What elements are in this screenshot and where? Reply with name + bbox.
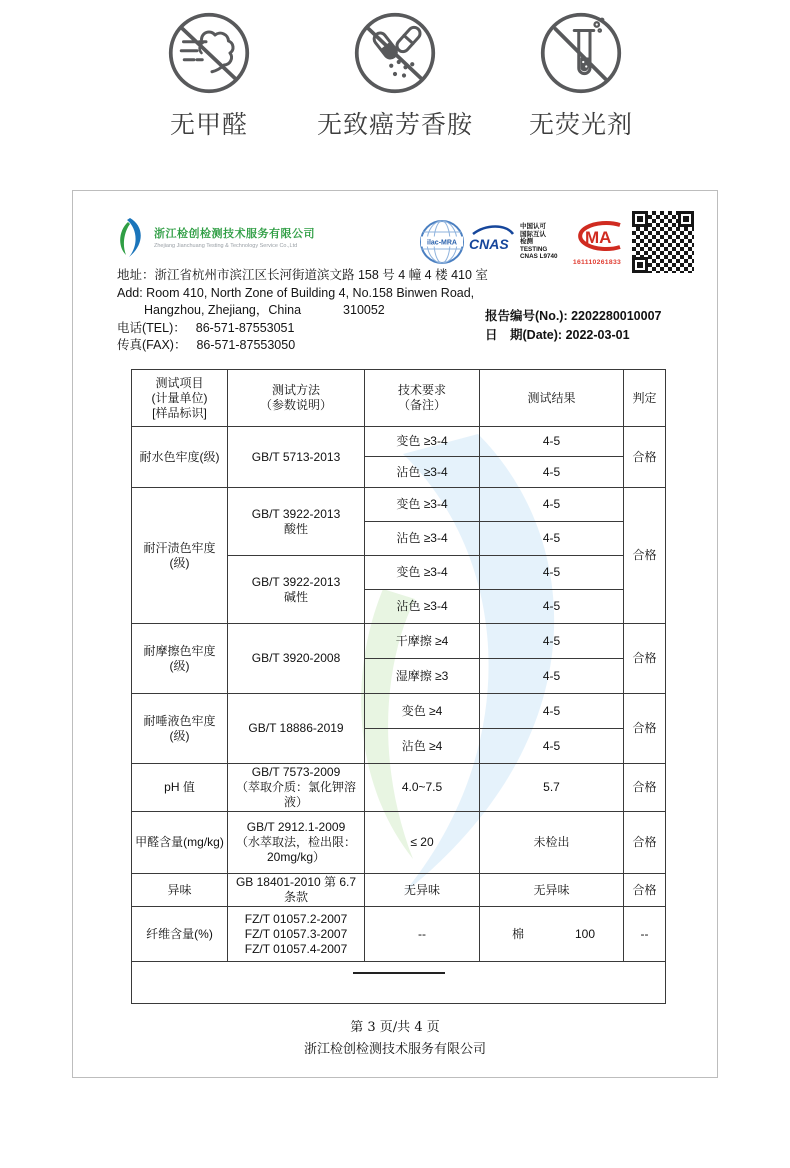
table-row bbox=[132, 427, 666, 457]
accredit-line: 检测 bbox=[520, 238, 533, 246]
cell-ph-item: pH 值 bbox=[132, 764, 228, 812]
cell-formaldehyde-item: 甲醛含量(mg/kg) bbox=[132, 812, 228, 874]
badge-label: 无致癌芳香胺 bbox=[316, 111, 473, 139]
fax-line bbox=[117, 337, 488, 355]
table-cell: 变色 ≥3-4 bbox=[365, 556, 480, 590]
table-cell: 无异味 bbox=[480, 874, 624, 907]
table-row bbox=[132, 624, 666, 659]
table-cell: 沾色 ≥3-4 bbox=[365, 590, 480, 624]
ilac-mra-seal bbox=[419, 219, 465, 265]
cnas-logo bbox=[468, 225, 516, 260]
cell-saliva-item: 耐唾液色牢度(级) bbox=[132, 694, 228, 764]
cell-ph-verdict: 合格 bbox=[624, 764, 666, 812]
table-cell: 沾色 ≥3-4 bbox=[365, 457, 480, 488]
header-verdict: 判定 bbox=[624, 370, 666, 427]
table-cell: 4-5 bbox=[480, 488, 624, 522]
cell-odor-verdict: 合格 bbox=[624, 874, 666, 907]
testing-text: TESTING bbox=[520, 245, 548, 253]
cell-odor-method: GB 18401-2010 第 6.7 条款 bbox=[228, 874, 365, 907]
table-cell: 4-5 bbox=[480, 590, 624, 624]
cell-fiber-result bbox=[480, 907, 624, 962]
cell-saliva-method: GB/T 18886-2019 bbox=[228, 694, 365, 764]
table-cell: ≤ 20 bbox=[365, 812, 480, 874]
cnas-text: CNAS bbox=[469, 235, 509, 252]
fiber-name: 棉 bbox=[512, 926, 525, 941]
fax-value: 86-571-87553050 bbox=[196, 338, 296, 352]
table-cell: -- bbox=[365, 907, 480, 962]
fiber-value: 100 bbox=[574, 926, 595, 941]
accredit-line: 国际互认 bbox=[520, 230, 546, 238]
address-block bbox=[117, 267, 488, 355]
report-no-line bbox=[485, 307, 661, 326]
cell-rub-item: 耐摩擦色牢度(级) bbox=[132, 624, 228, 694]
table-row bbox=[132, 907, 666, 962]
tel-line bbox=[117, 320, 488, 338]
cell-sweat-method-acid: GB/T 3922-2013 酸性 bbox=[228, 488, 365, 556]
report-no-value: 2202280010007 bbox=[571, 309, 662, 323]
card-footer bbox=[73, 1017, 717, 1061]
company-logo-icon bbox=[117, 217, 147, 257]
table-cell: 变色 ≥3-4 bbox=[365, 488, 480, 522]
table-cell: 4-5 bbox=[480, 694, 624, 729]
table-row bbox=[132, 694, 666, 729]
cma-seal bbox=[568, 218, 626, 266]
no-fluorescent-agent-icon bbox=[536, 8, 626, 98]
table-cell: 干摩擦 ≥4 bbox=[365, 624, 480, 659]
cell-fiber-item: 纤维含量(%) bbox=[132, 907, 228, 962]
table-cell: 沾色 ≥3-4 bbox=[365, 522, 480, 556]
table-cell: 4-5 bbox=[480, 659, 624, 694]
report-date-value: 2022-03-01 bbox=[565, 328, 630, 342]
no-carcinogenic-aromatic-amine-icon bbox=[350, 8, 440, 98]
table-cell: 沾色 ≥4 bbox=[365, 729, 480, 764]
cell-water-method: GB/T 5713-2013 bbox=[228, 427, 365, 488]
cnas-number: CNAS L9740 bbox=[520, 253, 558, 261]
end-of-data-cell bbox=[132, 962, 666, 1004]
table-row bbox=[132, 764, 666, 812]
accreditation-text bbox=[520, 223, 564, 261]
fax-label: 传真(FAX)： bbox=[117, 338, 187, 352]
cell-water-verdict: 合格 bbox=[624, 427, 666, 488]
ilac-mra-text: ilac-MRA bbox=[427, 239, 457, 247]
cma-text: MA bbox=[585, 228, 612, 247]
address-cn: 地址：浙江省杭州市滨江区长河街道滨文路 158 号 4 幢 4 楼 410 室 bbox=[117, 268, 488, 282]
report-date-line bbox=[485, 326, 661, 345]
cell-rub-verdict: 合格 bbox=[624, 624, 666, 694]
header-test-method: 测试方法 （参数说明） bbox=[228, 370, 365, 427]
table-cell: -- bbox=[624, 907, 666, 962]
table-cell: 变色 ≥4 bbox=[365, 694, 480, 729]
table-row bbox=[132, 488, 666, 522]
report-date-label: 日 期(Date): bbox=[485, 328, 563, 342]
table-cell: 无异味 bbox=[365, 874, 480, 907]
cell-fiber-method: FZ/T 01057.2-2007 FZ/T 01057.3-2007 FZ/T 01057.4-2007 bbox=[228, 907, 365, 962]
table-cell: 5.7 bbox=[480, 764, 624, 812]
cell-water-item: 耐水色牢度(级) bbox=[132, 427, 228, 488]
report-info bbox=[485, 307, 661, 345]
certification-marks bbox=[419, 211, 694, 273]
table-cell: 4-5 bbox=[480, 522, 624, 556]
badge-label: 无荧光剂 bbox=[528, 111, 633, 139]
cell-odor-item: 异味 bbox=[132, 874, 228, 907]
cell-ph-method: GB/T 7573-2009 （萃取介质：氯化钾溶液） bbox=[228, 764, 365, 812]
accredit-line: 中国认可 bbox=[520, 223, 546, 231]
header-test-result: 测试结果 bbox=[480, 370, 624, 427]
company-name-en: Zhejiang Jianchuang Testing & Technology Service Co.,Ltd bbox=[154, 243, 298, 249]
table-cell: 4-5 bbox=[480, 427, 624, 457]
cell-sweat-verdict: 合格 bbox=[624, 488, 666, 624]
table-cell: 未检出 bbox=[480, 812, 624, 874]
address-city: Hangzhou, Zhejiang，China bbox=[144, 303, 302, 317]
table-row bbox=[132, 812, 666, 874]
cell-rub-method: GB/T 3920-2008 bbox=[228, 624, 365, 694]
address-en-line1: Add: Room 410, North Zone of Building 4, No.158 Binwen Road, bbox=[117, 285, 475, 300]
no-formaldehyde-icon bbox=[164, 8, 254, 98]
cma-number: 161110261833 bbox=[572, 259, 622, 266]
table-cell: 变色 ≥3-4 bbox=[365, 427, 480, 457]
table-cell: 湿摩擦 ≥3 bbox=[365, 659, 480, 694]
safety-badges bbox=[0, 8, 790, 141]
table-cell: 4-5 bbox=[480, 457, 624, 488]
badge-no-fluorescent bbox=[488, 8, 674, 141]
badge-label: 无甲醛 bbox=[169, 111, 248, 139]
badge-no-formaldehyde bbox=[116, 8, 302, 141]
table-end-row bbox=[132, 962, 666, 1004]
address-en-line2 bbox=[117, 302, 488, 320]
report-card bbox=[72, 190, 718, 1078]
end-of-data-line bbox=[353, 972, 445, 974]
header-tech-requirement: 技术要求 （备注） bbox=[365, 370, 480, 427]
report-no-label: 报告编号(No.): bbox=[485, 309, 568, 323]
table-header-row bbox=[132, 370, 666, 427]
table-row bbox=[132, 874, 666, 907]
cell-formaldehyde-verdict: 合格 bbox=[624, 812, 666, 874]
cell-sweat-item: 耐汗渍色牢度(级) bbox=[132, 488, 228, 624]
company-logo bbox=[117, 217, 315, 257]
postcode: 310052 bbox=[343, 303, 385, 317]
cell-sweat-method-alkali: GB/T 3922-2013 碱性 bbox=[228, 556, 365, 624]
table-cell: 4.0~7.5 bbox=[365, 764, 480, 812]
table-cell: 4-5 bbox=[480, 729, 624, 764]
test-results-table bbox=[131, 369, 666, 1004]
table-cell: 4-5 bbox=[480, 624, 624, 659]
page-number: 第 3 页/共 4 页 bbox=[350, 1020, 440, 1035]
footer-company-name: 浙江检创检测技术服务有限公司 bbox=[303, 1042, 486, 1057]
badge-no-aromatic-amine bbox=[302, 8, 488, 141]
header-test-item: 测试项目 (计量单位) [样品标识] bbox=[132, 370, 228, 427]
qr-code bbox=[632, 211, 694, 273]
cell-formaldehyde-method: GB/T 2912.1-2009 （水萃取法，检出限： 20mg/kg） bbox=[228, 812, 365, 874]
cell-saliva-verdict: 合格 bbox=[624, 694, 666, 764]
table-cell: 4-5 bbox=[480, 556, 624, 590]
company-name: 浙江检创检测技术服务有限公司 bbox=[154, 228, 315, 240]
tel-label: 电话(TEL)： bbox=[117, 320, 186, 335]
tel-value: 86-571-87553051 bbox=[195, 320, 295, 335]
